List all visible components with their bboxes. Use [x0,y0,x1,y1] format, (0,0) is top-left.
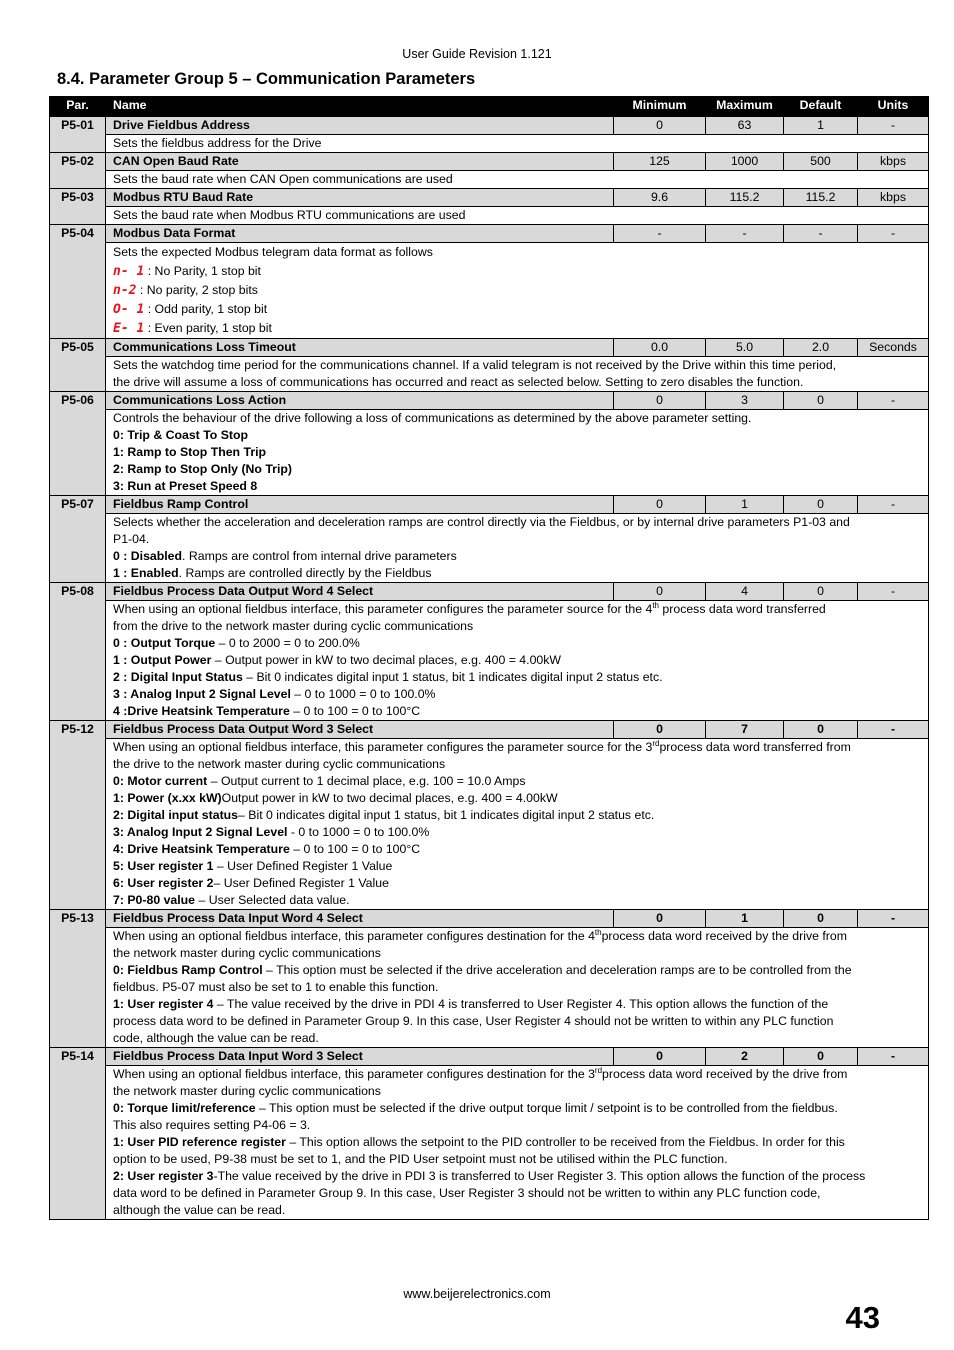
param-id: P5-07 [50,496,106,583]
col-header-default: Default [784,97,858,117]
param-min: 125 [614,153,706,171]
param-id: P5-08 [50,583,106,721]
param-name: Fieldbus Process Data Output Word 3 Select [106,721,614,739]
param-max: 115.2 [706,189,784,207]
col-header-name: Name [106,97,614,117]
param-description: Sets the baud rate when CAN Open communications are used [106,171,929,189]
col-header-minimum: Minimum [614,97,706,117]
display-code: O- 1 [113,302,145,317]
param-row-p5-01 [50,117,929,135]
param-units: - [858,225,929,243]
param-default: 115.2 [784,189,858,207]
param-name: Communications Loss Timeout [106,339,614,357]
param-units: kbps [858,189,929,207]
param-default: 500 [784,153,858,171]
option-item: 0: Trip & Coast To Stop [113,428,249,442]
param-row-p5-14 [50,1048,929,1066]
param-units: - [858,392,929,410]
param-min: 0 [614,1048,706,1066]
param-description: Sets the expected Modbus telegram data format as follows n- 1 : No Parity, 1 stop bit n-2 : No parity, 2 stop bits O- 1 : Odd parity, 1 stop bit E- 1 : Even parity, 1 stop bit [106,243,929,339]
option-item: 1 : Output Power – Output power in kW to two decimal places, e.g. 400 = 4.00kW [113,653,561,667]
param-description: When using an optional fieldbus interface, this parameter configures destination for the 3rdprocess data word received by the drive from the network master during cyclic communications 0: Torque limit/reference – This option must be selected if the drive output torque limit / setpoint is to be controlled from the fieldbus. This also requires setting P4-06 = 3. 1: User PID reference register – This option allows the setpoint to the PID controller to be received from the Fieldbus. In order for this option to be used, P9-38 must be set to 1, and the PID User setpoint must not be utilised within the PLC function. 2: User register 3-The value received by the drive in PDI 3 is transferred to User Register 3. This option allows the function of the process data word to be defined in Parameter Group 9. In this case, User Register 3 should not be written to within any PLC function code, although the value can be read. [106,1066,929,1220]
option-item: 2: Ramp to Stop Only (No Trip) [113,462,292,476]
option-item: 1 : Enabled. Ramps are controlled directly by the Fieldbus [113,566,432,580]
param-units: - [858,910,929,928]
option-item: 2 : Digital Input Status – Bit 0 indicates digital input 1 status, bit 1 indicates digital input 2 status etc. [113,670,663,684]
param-row-p5-07 [50,496,929,514]
section-title: 8.4. Parameter Group 5 – Communication Parameters [57,70,476,88]
param-default: - [784,225,858,243]
option-item: although the value can be read. [113,1203,286,1217]
param-max: 3 [706,392,784,410]
option-item: code, although the value can be read. [113,1031,319,1045]
param-default: 0 [784,721,858,739]
param-id: P5-05 [50,339,106,392]
param-min: 0 [614,117,706,135]
param-max: 1000 [706,153,784,171]
param-name: Modbus RTU Baud Rate [106,189,614,207]
param-min: 0 [614,496,706,514]
param-name: Fieldbus Ramp Control [106,496,614,514]
param-description: When using an optional fieldbus interface, this parameter configures destination for the 4thprocess data word received by the drive from the network master during cyclic communications 0: Fieldbus Ramp Control – This option must be selected if the drive acceleration and deceleration ramps are to be controlled from the fieldbus. P5-07 must also be set to 1 to enable this function. 1: User register 4 – The value received by the drive in PDI 4 is transferred to User Register 4. This option allows the function of the process data word to be defined in Parameter Group 9. In this case, User Register 4 should not be written to within any PLC function code, although the value can be read. [106,928,929,1048]
param-default: 0 [784,910,858,928]
param-min: 0 [614,910,706,928]
param-row-p5-03 [50,189,929,207]
param-max: 1 [706,496,784,514]
format-option: E- 1 : Even parity, 1 stop bit [113,321,272,336]
option-item: 4 :Drive Heatsink Temperature – 0 to 100 = 0 to 100°C [113,704,421,718]
col-header-units: Units [858,97,929,117]
col-header-par: Par. [50,97,106,117]
param-max: 2 [706,1048,784,1066]
option-item: This also requires setting P4-06 = 3. [113,1118,311,1132]
param-description: When using an optional fieldbus interface, this parameter configures the parameter source for the 3rdprocess data word transferred from the drive to the network master during cyclic communications 0: Motor current – Output current to 1 decimal place, e.g. 100 = 10.0 Amps 1: Power (x.xx kW)Output power in kW to two decimal places, e.g. 400 = 4.00kW 2: Digital input status– Bit 0 indicates digital input 1 status, bit 1 indicates digital input 2 status etc. 3: Analog Input 2 Signal Level - 0 to 1000 = 0 to 100.0% 4: Drive Heatsink Temperature – 0 to 100 = 0 to 100°C 5: User register 1 – User Defined Register 1 Value 6: User register 2– User Defined Register 1 Value 7: P0-80 value – User Selected data value. [106,739,929,910]
param-row-p5-12 [50,721,929,739]
param-default: 0 [784,1048,858,1066]
param-row-p5-13 [50,910,929,928]
format-option: n- 1 : No Parity, 1 stop bit [113,264,261,279]
table-header-row [50,97,929,117]
param-name: Fieldbus Process Data Input Word 3 Select [106,1048,614,1066]
param-id: P5-12 [50,721,106,910]
param-id: P5-03 [50,189,106,225]
param-max: - [706,225,784,243]
param-min: 0 [614,721,706,739]
param-max: 7 [706,721,784,739]
param-description: Controls the behaviour of the drive following a loss of communications as determined by the above parameter setting. 0: Trip & Coast To Stop 1: Ramp to Stop Then Trip 2: Ramp to Stop Only (No Trip) 3: Run at Preset Speed 8 [106,410,929,496]
param-name: Drive Fieldbus Address [106,117,614,135]
param-row-p5-05 [50,339,929,357]
format-option: n-2 : No parity, 2 stop bits [113,283,258,298]
param-default: 0 [784,583,858,601]
display-code: n-2 [113,283,137,298]
parameter-table [49,96,929,1220]
option-item: 3: Run at Preset Speed 8 [113,479,258,493]
param-units: kbps [858,153,929,171]
param-min: 9.6 [614,189,706,207]
param-id: P5-06 [50,392,106,496]
option-item: 0: Torque limit/reference – This option must be selected if the drive output torque limit / setpoint is to be controlled from the fieldbus. [113,1101,838,1115]
param-max: 1 [706,910,784,928]
option-item: 1: User register 4 – The value received by the drive in PDI 4 is transferred to User Register 4. This option allows the function of the [113,997,829,1011]
option-item: process data word to be defined in Parameter Group 9. In this case, User Register 4 should not be written to within any PLC function [113,1014,834,1028]
option-item: 0 : Disabled. Ramps are control from internal drive parameters [113,549,457,563]
param-default: 0 [784,496,858,514]
param-units: - [858,117,929,135]
display-code: n- 1 [113,264,145,279]
option-item: 1: Ramp to Stop Then Trip [113,445,267,459]
page-number: 43 [845,1300,880,1335]
param-min: 0 [614,583,706,601]
param-units: - [858,721,929,739]
param-name: CAN Open Baud Rate [106,153,614,171]
param-id: P5-01 [50,117,106,153]
param-description: Sets the baud rate when Modbus RTU communications are used [106,207,929,225]
param-row-p5-02 [50,153,929,171]
param-min: - [614,225,706,243]
param-row-p5-06 [50,392,929,410]
option-item: 6: User register 2– User Defined Register 1 Value [113,876,389,890]
option-item: 3: Analog Input 2 Signal Level - 0 to 1000 = 0 to 100.0% [113,825,430,839]
option-item: 4: Drive Heatsink Temperature – 0 to 100 = 0 to 100°C [113,842,421,856]
col-header-maximum: Maximum [706,97,784,117]
option-item: 2: Digital input status– Bit 0 indicates digital input 1 status, bit 1 indicates digital input 2 status etc. [113,808,655,822]
param-description: Sets the fieldbus address for the Drive [106,135,929,153]
param-id: P5-02 [50,153,106,189]
format-option: O- 1 : Odd parity, 1 stop bit [113,302,268,317]
param-min: 0 [614,392,706,410]
param-units: - [858,1048,929,1066]
param-name: Modbus Data Format [106,225,614,243]
option-item: 7: P0-80 value – User Selected data value. [113,893,350,907]
option-item: 1: User PID reference register – This option allows the setpoint to the PID controller to be received from the Fieldbus. In order for this [113,1135,845,1149]
param-id: P5-13 [50,910,106,1048]
param-units: - [858,496,929,514]
option-item: 1: Power (x.xx kW)Output power in kW to two decimal places, e.g. 400 = 4.00kW [113,791,558,805]
param-name: Communications Loss Action [106,392,614,410]
page-header: User Guide Revision 1.121 [402,47,552,61]
param-default: 2.0 [784,339,858,357]
option-item: data word to be defined in Parameter Group 9. In this case, User Register 3 should not be written to within any PLC function code, [113,1186,821,1200]
option-item: 0 : Output Torque – 0 to 2000 = 0 to 200.0% [113,636,360,650]
param-id: P5-04 [50,225,106,339]
option-item: 2: User register 3-The value received by the drive in PDI 3 is transferred to User Register 3. This option allows the function of the process [113,1169,866,1183]
option-item: 3 : Analog Input 2 Signal Level – 0 to 1000 = 0 to 100.0% [113,687,436,701]
param-units: Seconds [858,339,929,357]
option-item: 0: Motor current – Output current to 1 decimal place, e.g. 100 = 10.0 Amps [113,774,526,788]
display-code: E- 1 [113,321,145,336]
param-row-p5-04 [50,225,929,243]
param-id: P5-14 [50,1048,106,1220]
param-min: 0.0 [614,339,706,357]
option-item: fieldbus. P5-07 must also be set to 1 to enable this function. [113,980,439,994]
param-name: Fieldbus Process Data Input Word 4 Select [106,910,614,928]
option-item: option to be used, P9-38 must be set to 1, and the PID User setpoint must not be utilised within the PLC function. [113,1152,728,1166]
param-default: 0 [784,392,858,410]
param-description: When using an optional fieldbus interface, this parameter configures the parameter source for the 4th process data word transferred from the drive to the network master during cyclic communications 0 : Output Torque – 0 to 2000 = 0 to 200.0% 1 : Output Power – Output power in kW to two decimal places, e.g. 400 = 4.00kW 2 : Digital Input Status – Bit 0 indicates digital input 1 status, bit 1 indicates digital input 2 status etc. 3 : Analog Input 2 Signal Level – 0 to 1000 = 0 to 100.0% 4 :Drive Heatsink Temperature – 0 to 100 = 0 to 100°C [106,601,929,721]
param-default: 1 [784,117,858,135]
param-row-p5-08 [50,583,929,601]
param-description: Selects whether the acceleration and deceleration ramps are control directly via the Fieldbus, or by internal drive parameters P1-03 and P1-04. 0 : Disabled. Ramps are control from internal drive parameters 1 : Enabled. Ramps are controlled directly by the Fieldbus [106,514,929,583]
option-item: 0: Fieldbus Ramp Control – This option must be selected if the drive acceleration and deceleration ramps are to be controlled from the [113,963,852,977]
param-max: 4 [706,583,784,601]
param-units: - [858,583,929,601]
footer-url[interactable]: www.beijerelectronics.com [403,1287,551,1301]
option-item: 5: User register 1 – User Defined Register 1 Value [113,859,393,873]
param-max: 5.0 [706,339,784,357]
param-name: Fieldbus Process Data Output Word 4 Select [106,583,614,601]
param-max: 63 [706,117,784,135]
param-description: Sets the watchdog time period for the communications channel. If a valid telegram is not received by the Drive within this time period, the drive will assume a loss of communications has occurred and react as selected below. Setting to zero disables the function. [106,357,929,392]
